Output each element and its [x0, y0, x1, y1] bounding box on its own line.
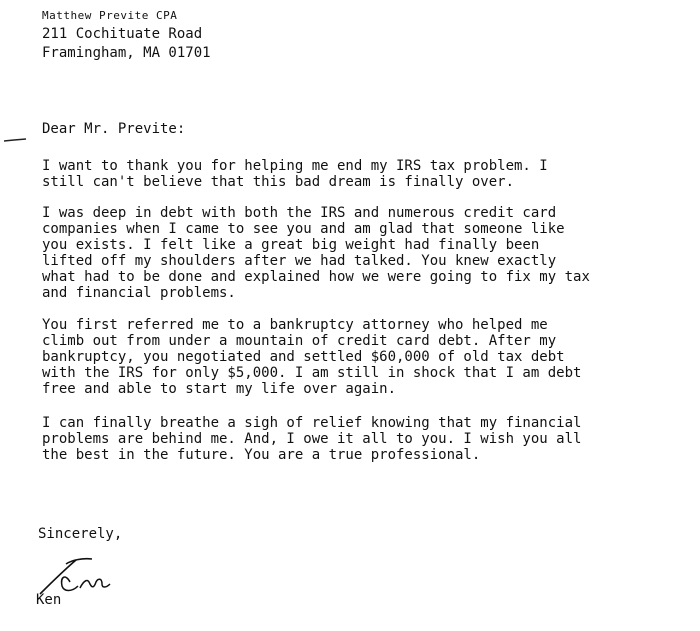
- paragraph-line: with the IRS for only $5,000. I am still in shock that I am debt: [42, 365, 582, 381]
- paragraph-4: [42, 415, 682, 463]
- paragraph-line: I was deep in debt with both the IRS and numerous credit card: [42, 205, 557, 221]
- letterhead: [42, 6, 211, 63]
- paragraph-line: and financial problems.: [42, 285, 236, 301]
- paragraph-1: [42, 158, 682, 190]
- paragraph-line: what had to be done and explained how we were going to fix my tax: [42, 269, 590, 285]
- paragraph-2: [42, 205, 682, 301]
- paragraph-line: I can finally breathe a sigh of relief knowing that my financial: [42, 415, 582, 431]
- salutation: Dear Mr. Previte:: [42, 121, 186, 137]
- paragraph-line: I want to thank you for helping me end my IRS tax problem. I: [42, 158, 548, 174]
- signer-name: Ken: [36, 592, 62, 608]
- paragraph-line: climb out from under a mountain of credit card debt. After my: [42, 333, 557, 349]
- paragraph-line: You first referred me to a bankruptcy attorney who helped me: [42, 317, 548, 333]
- paragraph-line: lifted off my shoulders after we had talked. You knew exactly: [42, 253, 557, 269]
- closing: Sincerely,: [38, 526, 123, 542]
- paragraph-line: still can't believe that this bad dream is finally over.: [42, 174, 515, 190]
- paragraph-line: free and able to start my life over again.: [42, 381, 397, 397]
- paragraph-line: problems are behind me. And, I owe it all to you. I wish you all: [42, 431, 582, 447]
- paragraph-line: companies when I came to see you and am glad that someone like: [42, 221, 565, 237]
- letterhead-street: 211 Cochituate Road: [42, 26, 203, 42]
- paragraph-line: bankruptcy, you negotiated and settled $60,000 of old tax debt: [42, 349, 565, 365]
- margin-mark: [4, 138, 26, 142]
- paragraph-line: you exists. I felt like a great big weight had finally been: [42, 237, 540, 253]
- paragraph-3: [42, 317, 682, 397]
- paragraph-line: the best in the future. You are a true professional.: [42, 447, 481, 463]
- letterhead-city: Framingham, MA 01701: [42, 45, 211, 61]
- letterhead-name: Matthew Previte CPA: [42, 9, 178, 22]
